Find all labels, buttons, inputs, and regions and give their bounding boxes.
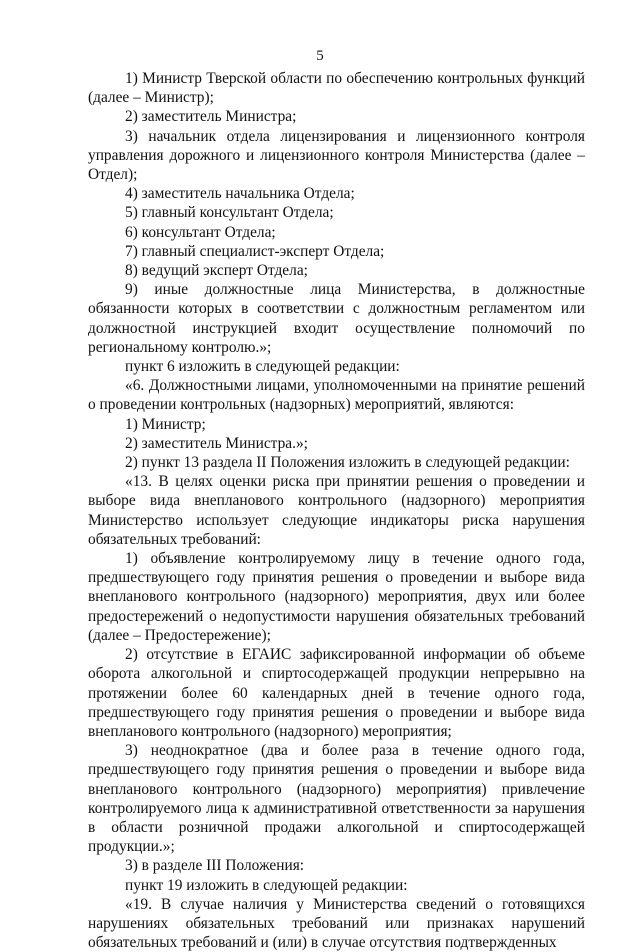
paragraph-point-13: «13. В целях оценки риска при принятии решения о проведении и выборе вида внепланового контрольного (надзорного) мероприятия Министерство использует следующие индикаторы риска нарушения обязательных требований: <box>88 473 585 548</box>
paragraph-point-13-intro: 2) пункт 13 раздела II Положения изложить в следующей редакции: <box>125 454 570 472</box>
list-item-leading-expert: 8) ведущий эксперт Отдела; <box>125 262 308 280</box>
list-item-chief-consultant: 5) главный консультант Отдела; <box>125 204 334 222</box>
list-item-point-6-minister: 1) Министр; <box>125 415 206 433</box>
list-item-minister: 1) Министр Тверской области по обеспечению контрольных функций (далее – Министр); <box>88 70 585 107</box>
list-item-deputy-department-head: 4) заместитель начальника Отдела; <box>125 185 355 203</box>
list-item-department-head: 3) начальник отдела лицензирования и лицензионного контроля управления дорожного и лицензионного контроля Министерства (далее – Отдел); <box>88 127 585 184</box>
list-item-point-6-deputy: 2) заместитель Министра.»; <box>125 434 308 452</box>
list-item-deputy-minister: 2) заместитель Министра; <box>125 108 297 126</box>
page-number: 5 <box>316 48 324 64</box>
list-item-chief-specialist: 7) главный специалист-эксперт Отдела; <box>125 242 385 260</box>
list-item-risk-indicator-3: 3) неоднократное (два и более раза в течение одного года, предшествующего году принятия решения о проведении и выборе вида внепланового контрольного (надзорного) мероприятия) привлечение контролируемого лица к административной ответственности за нарушения в области розничной продажи алкогольной и спиртосодержащей продукции.»; <box>88 742 585 856</box>
paragraph-point-6-intro: пункт 6 изложить в следующей редакции: <box>125 358 400 376</box>
paragraph-point-19-intro: пункт 19 изложить в следующей редакции: <box>125 876 408 894</box>
paragraph-section-3-intro: 3) в разделе III Положения: <box>125 857 305 875</box>
paragraph-point-6: «6. Должностными лицами, уполномоченными на принятие решений о проведении контрольных (надзорных) мероприятий, являются: <box>88 377 585 414</box>
list-item-risk-indicator-1: 1) объявление контролируемому лицу в течение одного года, предшествующего году принятия решения о проведении и выборе вида внепланового контрольного (надзорного) мероприятия, двух или более предостережений о недопустимости нарушения обязательных требований (далее – Предостережение); <box>88 550 585 644</box>
list-item-consultant: 6) консультант Отдела; <box>125 223 276 241</box>
document-body <box>88 69 585 952</box>
list-item-risk-indicator-2: 2) отсутствие в ЕГАИС зафиксированной информации об объеме оборота алкогольной и спиртосодержащей продукции непрерывно на протяжении более 60 календарных дней в течение одного года, предшествующего году принятия решения о проведении и выборе вида внепланового контрольного (надзорного) мероприятия; <box>88 646 585 740</box>
list-item-other-officials: 9) иные должностные лица Министерства, в должностные обязанности которых в соответствии с должностным регламентом или должностной инструкцией входит осуществление полномочий по региональному контролю.»; <box>88 281 585 356</box>
paragraph-point-19: «19. В случае наличия у Министерства сведений о готовящихся нарушениях обязательных требований или признаках нарушений обязательных требований и (или) в случае отсутствия подтвержденных <box>88 895 585 952</box>
